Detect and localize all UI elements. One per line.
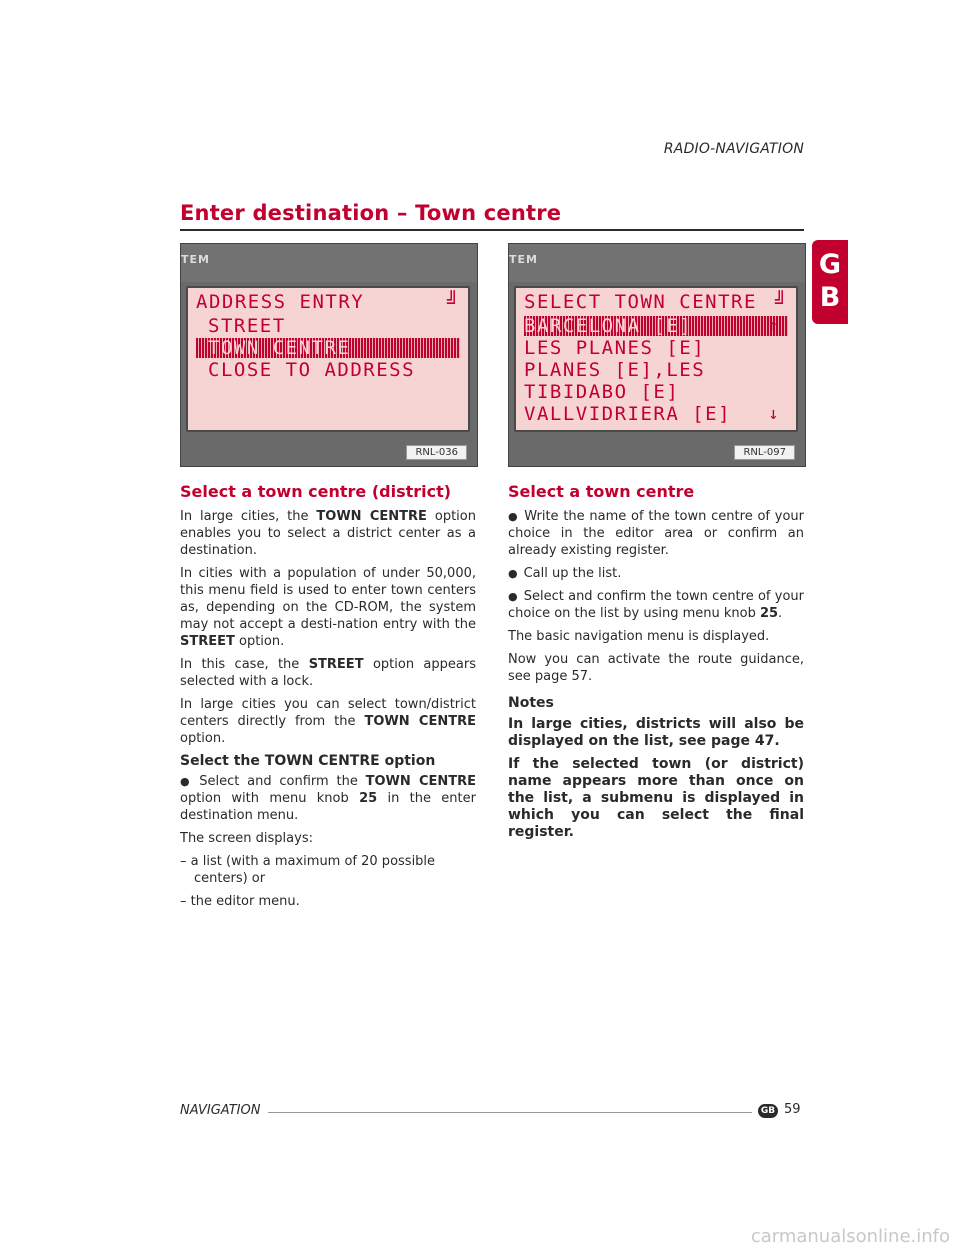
right-bullet-3: ● Select and confirm the town centre of your choice on the list by using menu knob 25.: [508, 588, 804, 622]
right-paragraph-1: The basic navigation menu is displayed.: [508, 629, 770, 644]
lcd-title: [524, 292, 788, 312]
lcd-list-item-text: VALLVIDRIERA [E]: [524, 403, 732, 425]
language-tab: [812, 240, 848, 324]
lcd-list-item: TIBIDABO [E]: [524, 381, 680, 403]
screen-bezel-top: [509, 244, 805, 282]
right-column: [508, 482, 804, 847]
left-paragraph-2: In cities with a population of under 50,000, this menu field is used to enter town centers as, depending on the CD-ROM, the system may not accept a desti-nation entry with the STREET option.: [180, 566, 476, 649]
arrow-down-icon: ↓: [768, 404, 780, 424]
left-paragraph-1: In large cities, the TOWN CENTRE option enables you to select a district center as a destination.: [180, 509, 476, 558]
lcd-display: [514, 286, 798, 432]
footer-section-name: NAVIGATION: [180, 1103, 261, 1118]
title-rule: [180, 229, 804, 231]
notes-title: Notes: [508, 695, 554, 711]
section-title: Enter destination – Town centre: [180, 201, 562, 225]
left-heading: Select a town centre (district): [180, 482, 452, 501]
left-paragraph-5: The screen displays:: [180, 831, 313, 846]
note-2: If the selected town (or district) name appears more than once on the list, a submenu is displayed in which you can select the final register.: [508, 756, 804, 840]
lcd-list-item-text: BARCELONA [E]: [524, 315, 693, 337]
lcd-title-text: ADDRESS ENTRY: [196, 291, 365, 313]
arrow-up-icon: ↑: [768, 316, 780, 336]
left-paragraph-4: In large cities you can select town/district centers directly from the TOWN CENTRE option.: [180, 697, 476, 746]
lcd-option-close-to-address: CLOSE TO ADDRESS: [208, 359, 416, 381]
footer-rule: [268, 1112, 752, 1113]
left-dash-item-1: – a list (with a maximum of 20 possible centers) or: [180, 854, 436, 886]
note-1: In large cities, districts will also be displayed on the list, see page 47.: [508, 716, 804, 749]
figure-code: RNL-036: [406, 445, 467, 460]
figure-code: RNL-097: [734, 445, 795, 460]
lcd-title-text: SELECT TOWN CENTRE: [524, 291, 757, 313]
lcd-list-item: LES PLANES [E]: [524, 337, 706, 359]
left-paragraph-3: In this case, the STREET option appears selected with a lock.: [180, 657, 476, 689]
language-tab-label: G B: [818, 249, 842, 313]
corner-bracket-icon: ╝: [447, 291, 460, 313]
watermark: carmanualsonline.info: [750, 1226, 950, 1247]
page-number: 59: [784, 1102, 801, 1117]
bezel-label: TEM: [509, 253, 538, 266]
lcd-display: [186, 286, 470, 432]
gb-badge-icon: GB: [758, 1104, 778, 1118]
right-heading: Select a town centre: [508, 482, 695, 501]
lcd-list-item: PLANES [E],LES: [524, 359, 706, 381]
lcd-title: [196, 292, 460, 312]
left-subheading: Select the TOWN CENTRE option: [180, 753, 436, 769]
screen-address-entry: [180, 243, 478, 467]
corner-bracket-icon: ╝: [775, 291, 788, 313]
lcd-option-town-centre: TOWN CENTRE: [196, 338, 460, 358]
running-head: RADIO-NAVIGATION: [663, 141, 804, 157]
screen-bezel-top: [181, 244, 477, 282]
left-column: [180, 482, 476, 916]
left-dash-item-2: – the editor menu.: [180, 894, 300, 909]
screen-select-town-centre: [508, 243, 806, 467]
lcd-option-street: STREET: [208, 315, 286, 337]
right-bullet-1: ● Write the name of the town centre of your choice in the editor area or confirm an already existing register.: [508, 508, 804, 559]
lcd-list-item-selected: [524, 316, 788, 336]
lcd-list-item: [524, 404, 788, 424]
right-paragraph-2: Now you can activate the route guidance, see page 57.: [508, 652, 804, 684]
right-bullet-2: ● Call up the list.: [508, 565, 804, 582]
left-bullet-1: ● Select and confirm the TOWN CENTRE option with menu knob 25 in the enter destination menu.: [180, 773, 476, 824]
bezel-label: TEM: [181, 253, 210, 266]
